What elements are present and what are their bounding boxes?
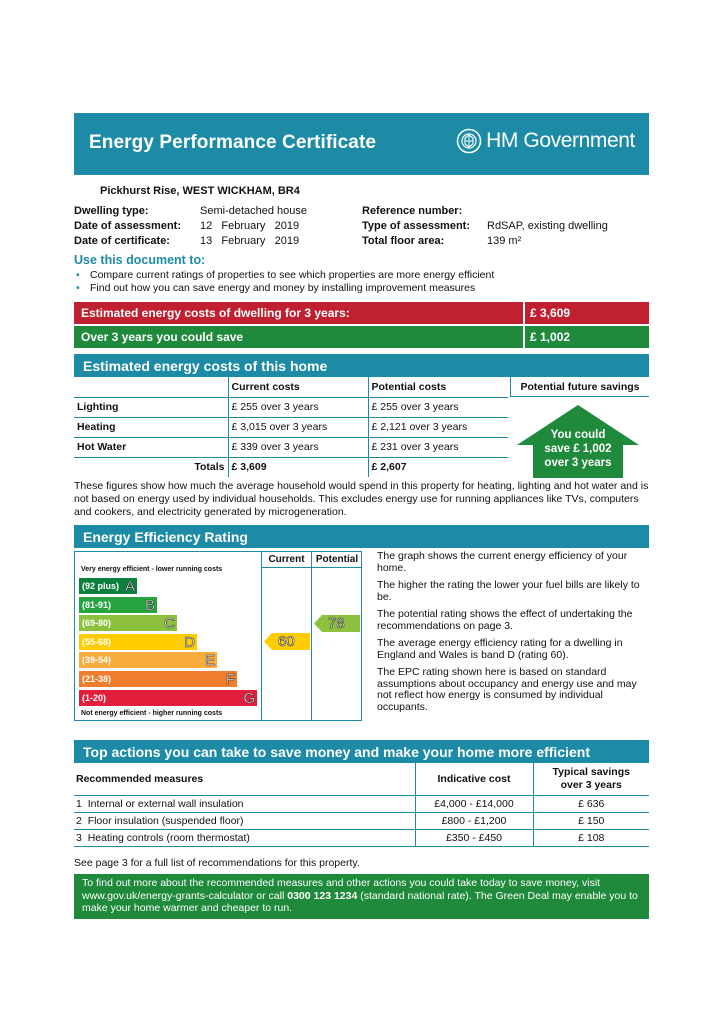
- hm-government-text: HM Government: [486, 129, 635, 152]
- current-costs-header: Current costs: [228, 377, 368, 397]
- table-row: 2 Floor insulation (suspended floor) £800 - £1,200 £ 150: [74, 812, 649, 829]
- table-header-row: [74, 377, 508, 397]
- assessment-date-label: Date of assessment:: [74, 220, 181, 232]
- cost-header: Indicative cost: [415, 763, 533, 795]
- efficient-note: Very energy efficient - lower running costs: [81, 566, 223, 573]
- assessment-date-value: 12 February 2019: [200, 220, 300, 232]
- current-column-header: Current: [268, 554, 305, 565]
- totals-row: Totals £ 3,609 £ 2,607: [74, 457, 508, 477]
- potential-costs-header: Potential costs: [368, 377, 508, 397]
- costs-explanation: These figures show how much the average household would spend in this property for heating, lighting and hot water and is not based on energy used by individual households. This excludes energy use for running appliances like TVs, computers and cookers, and electricity generated by microgeneration.: [74, 480, 649, 518]
- rating-section-heading: Energy Efficiency Rating: [74, 525, 649, 548]
- house-savings-text: You could save £ 1,002 over 3 years: [544, 429, 612, 469]
- certificate-header: [74, 113, 649, 175]
- band-letter: C: [164, 615, 175, 633]
- see-page-note: See page 3 for a full list of recommendations for this property.: [74, 857, 360, 869]
- floor-area-label: Total floor area:: [362, 235, 445, 247]
- rating-band-e: [79, 652, 217, 668]
- list-item: • Find out how you can save energy and money by installing improvement measures: [76, 282, 476, 294]
- dwelling-type-value: Semi-detached house: [200, 205, 308, 217]
- measures-header: Recommended measures: [74, 763, 415, 795]
- table-row: 3 Heating controls (room thermostat) £350 - £450 £ 108: [74, 829, 649, 846]
- savings-value: £ 1,002: [523, 326, 649, 348]
- table-row: Hot Water £ 339 over 3 years £ 231 over 3 years: [74, 437, 508, 457]
- use-document-list: [74, 269, 494, 295]
- bullet-icon: •: [76, 282, 80, 294]
- costs-section-heading: Estimated energy costs of this home: [74, 354, 649, 377]
- band-letter: E: [204, 652, 215, 670]
- savings-bar: [74, 326, 649, 348]
- band-range: (92 plus): [82, 581, 120, 591]
- royal-crest-icon: [456, 128, 482, 154]
- band-letter: B: [144, 596, 155, 614]
- rating-band-g: [79, 690, 257, 706]
- potential-column-header: Potential: [315, 554, 359, 565]
- actions-section-heading: Top actions you can take to save money and make your home more efficient: [74, 740, 649, 763]
- band-letter: G: [243, 689, 255, 707]
- assessment-type-label: Type of assessment:: [362, 220, 471, 232]
- inefficient-note: Not energy efficient - higher running costs: [81, 710, 223, 717]
- band-letter: D: [184, 633, 195, 651]
- certificate-title: Energy Performance Certificate: [89, 132, 377, 153]
- band-range: (81-91): [82, 599, 112, 610]
- certificate-date-value: 13 February 2019: [200, 235, 300, 247]
- band-range: (1-20): [82, 692, 107, 703]
- property-address: Pickhurst Rise, WEST WICKHAM, BR4: [100, 185, 300, 197]
- estimated-cost-bar: [74, 302, 649, 324]
- dwelling-type-label: Dwelling type:: [74, 205, 149, 217]
- rating-band-f: [79, 671, 237, 687]
- energy-costs-table: [74, 377, 508, 477]
- estimated-cost-label: Estimated energy costs of dwelling for 3 years:: [81, 306, 350, 320]
- band-range: (21-38): [82, 674, 112, 684]
- potential-rating-value: 78: [328, 614, 345, 632]
- rating-band-b: [79, 597, 157, 613]
- potential-rating-arrow: [314, 615, 360, 632]
- estimated-cost-value: £ 3,609: [523, 302, 649, 324]
- table-row: Heating £ 3,015 over 3 years £ 2,121 over 3 years: [74, 417, 508, 437]
- band-range: (69-80): [82, 618, 112, 629]
- current-rating-value: 60: [278, 633, 295, 651]
- potential-savings-header: Potential future savings: [510, 377, 649, 397]
- band-letter: F: [225, 671, 235, 688]
- rating-band-c: [79, 615, 177, 631]
- band-letter: A: [124, 578, 135, 595]
- current-rating-arrow: [264, 633, 310, 650]
- band-range: (55-68): [82, 636, 112, 647]
- certificate-page: [74, 113, 649, 914]
- floor-area-value: 139 m²: [487, 235, 522, 247]
- table-row: Lighting £ 255 over 3 years £ 255 over 3 years: [74, 397, 508, 417]
- energy-rating-chart: [74, 551, 362, 721]
- table-row: 1 Internal or external wall insulation £4,000 - £14,000 £ 636: [74, 795, 649, 812]
- footer-info-box: To find out more about the recommended measures and other actions you could take today to save money, visit www.gov.uk/energy-grants-calculator or call 0300 123 1234 (standard national rate). The Green Deal may enable you to make your home warmer and cheaper to run.: [74, 874, 649, 919]
- savings-header: Typical savings over 3 years: [533, 763, 649, 795]
- bullet-icon: •: [76, 269, 80, 281]
- phone-number: 0300 123 1234: [287, 889, 358, 902]
- savings-label: Over 3 years you could save: [81, 330, 244, 344]
- certificate-date-label: Date of certificate:: [74, 235, 170, 247]
- list-item: • Compare current ratings of properties to see which properties are more energy efficient: [76, 269, 495, 281]
- table-header-row: [74, 763, 649, 795]
- rating-band-d: [79, 634, 197, 650]
- actions-table: [74, 763, 649, 847]
- rating-band-a: [79, 578, 137, 594]
- hm-government-logo: [456, 128, 635, 154]
- use-document-title: Use this document to:: [74, 253, 206, 267]
- rating-notes: The graph shows the current energy efficiency of your home. The higher the rating the lower your fuel bills are likely to be. The potential rating shows the effect of undertaking the recommendations on page 3. The average energy efficiency rating for a dwelling in England and Wales is band D (rating 60). The EPC rating shown here is based on standard assumptions about occupancy and energy use and may not reflect how energy is consumed by individual occupants.: [377, 550, 640, 713]
- reference-label: Reference number:: [362, 205, 463, 217]
- band-range: (39-54): [82, 655, 112, 666]
- assessment-type-value: RdSAP, existing dwelling: [487, 220, 608, 232]
